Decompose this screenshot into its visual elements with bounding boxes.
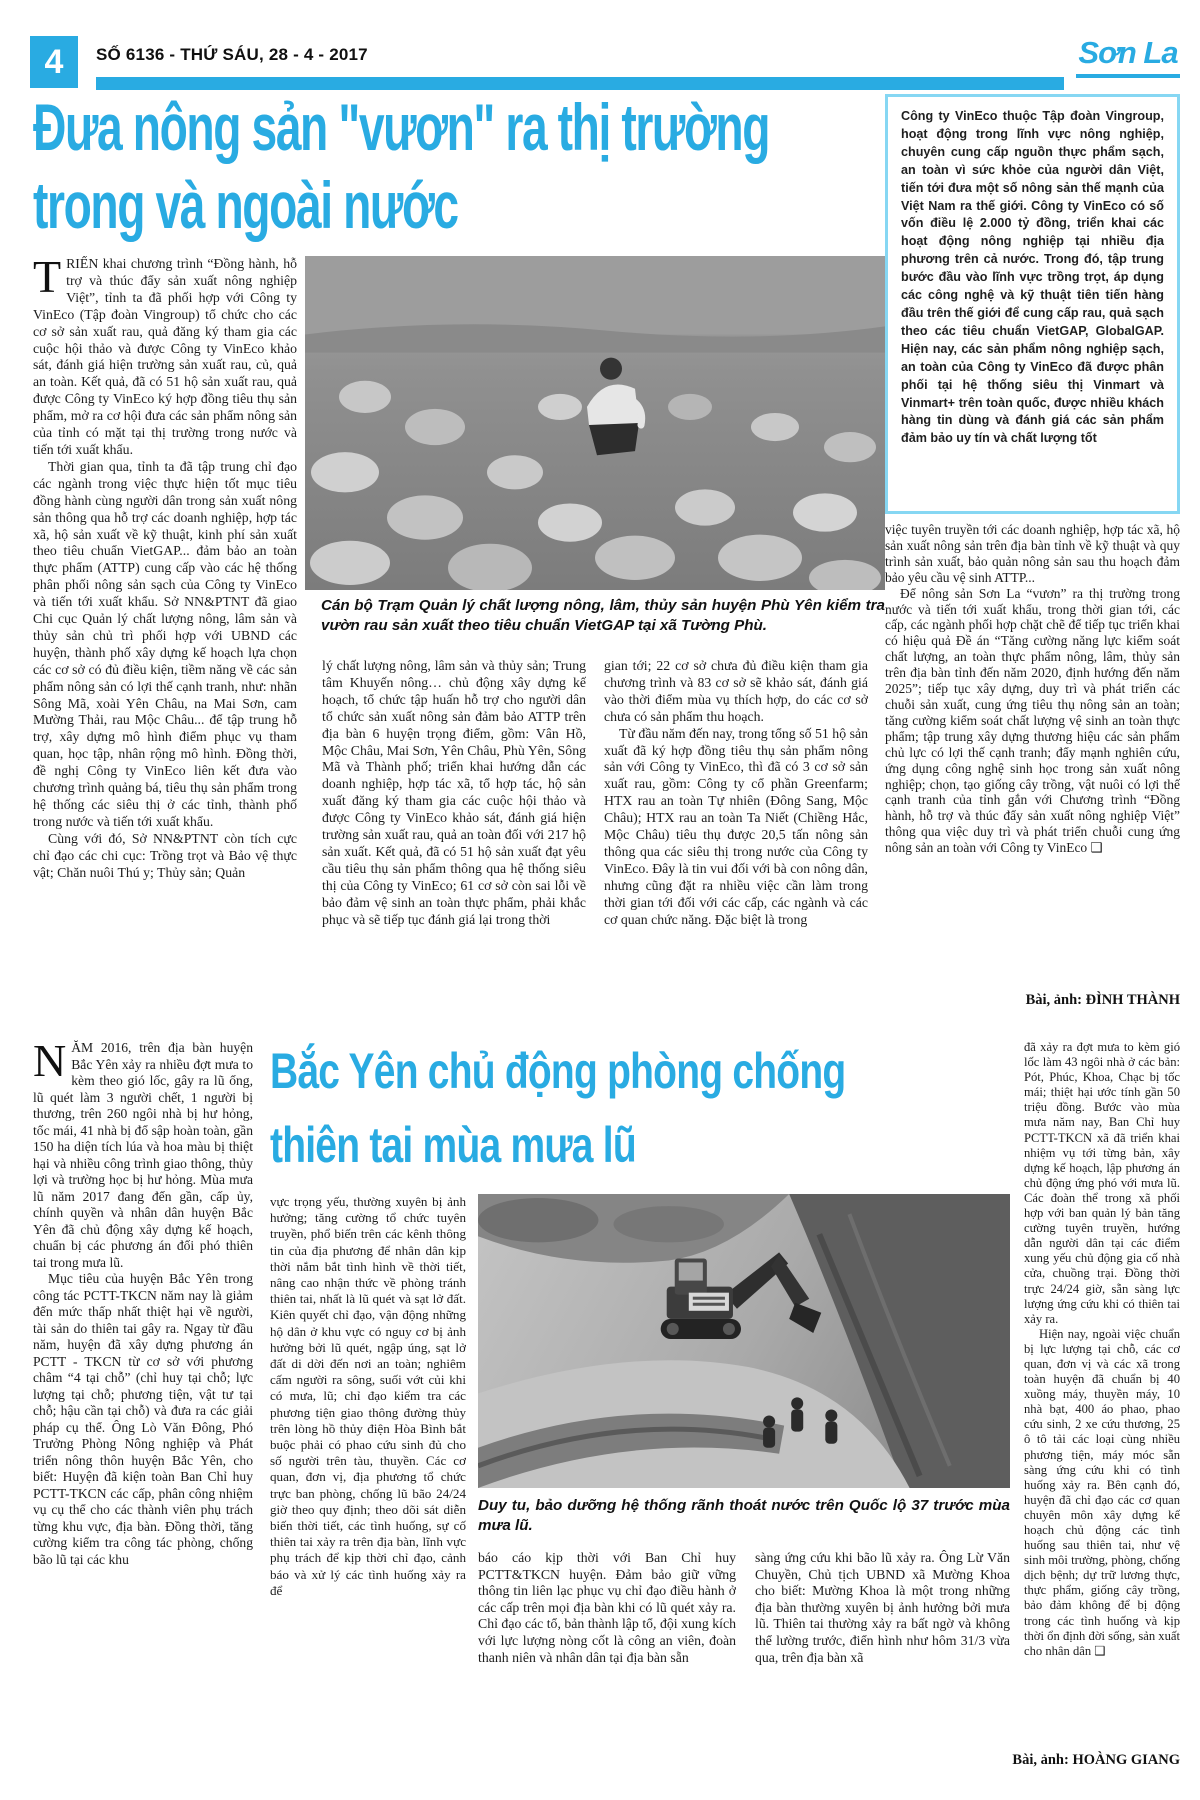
page-number-badge: 4 (30, 36, 78, 88)
article2-photo-caption: Duy tu, bảo dưỡng hệ thống rãnh thoát nước trên Quốc lộ 37 trước mùa mưa lũ. (478, 1497, 1010, 1535)
article2-column-5 (1024, 1040, 1180, 1748)
article1-headline-line2: trong và ngoài nước (33, 168, 458, 242)
drop-cap: N (33, 1040, 67, 1086)
article2-paragraph: báo cáo kịp thời với Ban Chỉ huy PCTT&TKCN huyện. Đảm bảo giữ vững thông tin liên lạc phục vụ chỉ đạo điều hành ở các cấp trên mọi địa bàn khi có lũ quét xảy ra. Chỉ đạo các tổ, bản thành lập tổ, đội xung kích với lực lượng nòng cốt là công an viên, đoàn thanh niên và nhân dân tại địa bàn sẵn (478, 1550, 736, 1665)
article1-paragraph: gian tới; 22 cơ sở chưa đủ điều kiện tham gia chương trình và 83 cơ sở sẽ khảo sát, đánh giá vào thời điểm mùa vụ thích hợp, do các cơ sở chưa có sản phẩm thu hoạch. (604, 658, 868, 724)
article2-paragraph: sàng ứng cứu khi bão lũ xảy ra. Ông Lừ Văn Chuyền, Chủ tịch UBND xã Mường Khoa cho biết: Mường Khoa là một trong những địa bàn thường xuyên bị ảnh hưởng bởi mưa lũ. Thiên tai thường xảy ra bất ngờ và không thể lường trước, điển hình như hôm 31/3 vừa qua, trên địa bàn xã (755, 1550, 1010, 1665)
article1-headline (33, 88, 813, 244)
article2-paragraph: đã xảy ra đợt mưa to kèm gió lốc làm 43 ngôi nhà ở các bản: Pót, Phúc, Khoa, Chạc bị tốc mái; thiệt hại ước tính gần 50 triệu đồng. Bước vào mùa mưa năm nay, Ban Chỉ huy PCTT-TKCN xã đã triển khai nhiệm vụ tới từng bản, xây dựng kế hoạch, lập phương án chủ động ứng phó với mưa lũ. Các đoàn thể trong xã phối hợp với ban quản lý bản tăng cường tuyên truyền, hướng dẫn người dân tại các điểm xung yếu chủ động gia cố nhà cửa, chuồng trại. Đồng thời trực 24/24 giờ, sẵn sàng lực lượng ứng cứu khi có thiên tai xảy ra. (1024, 1040, 1180, 1326)
article2-paragraph: Mục tiêu của huyện Bắc Yên trong công tác PCTT-TKCN năm nay là giảm đến mức thấp nhất thiệt hại về người, tài sản do thiên tai gây ra. Ngay từ đầu năm, huyện đã xây dựng phương án PCTT - TKCN từ cơ sở với phương châm “4 tại chỗ” (chỉ huy tại chỗ; lực lượng tại chỗ; phương tiện, vật tư tại chỗ; hậu cần tại chỗ) và đưa ra các giải pháp cụ thể. Ông Lò Văn Đông, Phó Trưởng Phòng Nông nghiệp và Phát triển nông thôn huyện Bắc Yên, cho biết: Huyện đã kiện toàn Ban Chỉ huy PCTT-TKCN các cấp, phân công nhiệm vụ cụ thể cho các thành viên phụ trách từng khu vực, địa bàn. Đồng thời, tăng cường kiểm tra công tác phòng, chống bão lũ tại các khu (33, 1271, 253, 1567)
edition-dateline: SỐ 6136 - THỨ SÁU, 28 - 4 - 2017 (96, 45, 368, 64)
article1-paragraph: lý chất lượng nông, lâm sản và thủy sản; Trung tâm Khuyến nông… chủ động xây dựng kế hoạch, tổ chức tập huấn hỗ trợ cho người dân tổ chức sản xuất nông sản đảm bảo ATTP trên địa bàn 6 huyện trọng điểm, gồm: Vân Hồ, Mộc Châu, Mai Sơn, Yên Châu, Phù Yên, Sông Mã và Thành phố; triển khai hướng dẫn các doanh nghiệp, hợp tác xã, tổ hợp tác, hộ sản xuất đăng ký tham gia các cuộc hội thảo và được Công ty VinEco khảo sát, đánh giá hiện trường sản xuất rau, quả an toàn đối với 217 hộ sản xuất. Kết quả, đã có 51 hộ sản xuất đạt yêu cầu tiêu thụ sản phẩm thông qua hệ thống siêu thị của Công ty VinEco; 61 cơ sở còn sai lỗi về bảo đảm vệ sinh an toàn thực phẩm, phải khắc phục và sẽ tiếp tục đánh giá lại trong thời (322, 658, 586, 927)
article1-paragraph: TRIỂN khai chương trình “Đồng hành, hỗ trợ và thúc đẩy sản xuất nông nghiệp Việt”, tỉnh ta đã phối hợp với Công ty VinEco (Tập đoàn Vingroup) tổ chức cho các cơ sở sản xuất rau, quả đăng ký tham gia các cuộc hội thảo và được Công ty VinEco khảo sát, đánh giá hiện trường sản xuất rau, củ, quả an toàn. Kết quả, đã có 51 hộ sản xuất rau, quả được Công ty VinEco ký hợp đồng tiêu thụ sản phẩm, mở ra cơ hội đưa các sản phẩm nông sản của tỉnh có mặt tại thị trường trong nước và tiến tới xuất khẩu. (33, 256, 297, 457)
article2-photo-road-works (478, 1194, 1010, 1488)
masthead-logo: Sơn La (1076, 35, 1180, 78)
article1-column-4 (885, 522, 1180, 990)
article1-paragraph: Cùng với đó, Sở NN&PTNT còn tích cực chỉ đạo các chi cục: Trồng trọt và Bảo vệ thực vật; Chăn nuôi Thú y; Thủy sản; Quản (33, 830, 297, 880)
drop-cap: T (33, 256, 62, 302)
article1-photo-caption: Cán bộ Trạm Quản lý chất lượng nông, lâm, thủy sản huyện Phù Yên kiểm tra vườn rau sản xuất theo tiêu chuẩn VietGAP tại xã Tường Phù. (321, 597, 885, 635)
article2-paragraph: Hiện nay, ngoài việc chuẩn bị lực lượng tại chỗ, các cơ quan, đơn vị và các xã trong toàn huyện đã chuẩn bị 40 xuồng máy, thuyền máy, 10 nhà bạt, 400 áo phao, phao cứu sinh, 2 xe cứu thương, 25 ô tô tải các loại cùng nhiều phương tiện, máy móc sẵn sàng ứng cứu khi có tình huống xảy ra. Bên cạnh đó, huyện đã chỉ đạo các cơ quan chuyên môn xây dựng kế hoạch chủ động các tình huống sau thiên tai, như vệ sinh môi trường, phòng, chống dịch bệnh; dự trữ lương thực, thực phẩm, giống cây trồng, bảo đảm không để bị động trong các tình huống và kịp thời ổn định đời sống, sản xuất cho nhân dân ❑ (1024, 1326, 1180, 1658)
article2-headline-line2: thiên tai mùa mưa lũ (270, 1117, 636, 1173)
article1-column-3 (604, 658, 868, 1012)
article2-paragraph: NĂM 2016, trên địa bàn huyện Bắc Yên xảy ra nhiều đợt mưa to kèm theo gió lốc, gây ra lũ ống, lũ quét làm 3 người chết, 1 người bị thương, trên 260 ngôi nhà bị hư hỏng, tốc mái, 41 nhà bị đổ sập hoàn toàn, gần 150 ha diện tích lúa và hoa màu bị thiệt hại và nhiều công trình giao thông, thủy lợi và trường học bị hư hỏng. Mùa mưa lũ năm 2017 đang đến gần, cấp ủy, chính quyền và nhân dân huyện Bắc Yên đã chủ động xây dựng kế hoạch, chuẩn bị các phương án đối phó thiên tai trong mưa lũ. (33, 1040, 253, 1270)
article2-column-2 (270, 1194, 466, 1750)
article2-column-3 (478, 1550, 736, 1752)
article1-info-box: Công ty VinEco thuộc Tập đoàn Vingroup, hoạt động trong lĩnh vực nông nghiệp, chuyên cung cấp nguồn thực phẩm sạch, an toàn vì sức khỏe của người dân Việt, tiến tới đưa một số nông sản thế mạnh của Việt Nam ra thế giới. Công ty VinEco có số vốn điều lệ 2.000 tỷ đồng, triển khai các hoạt động nông nghiệp tại nhiều địa phương trên cả nước. Trong đó, tập trung bước đầu vào lĩnh vực trồng trọt, áp dụng các công nghệ và kỹ thuật tiên tiến hàng đầu trên thế giới để cung cấp rau, quả sạch theo các tiêu chuẩn VietGAP, GlobalGAP. Hiện nay, các sản phẩm nông nghiệp sạch, an toàn của Công ty VinEco đã được phân phối tại hệ thống siêu thị Vinmart và Vinmart+ trên toàn quốc, được nhiều khách hàng tin dùng và đánh giá các sản phẩm đảm bảo uy tín và chất lượng tốt (885, 94, 1180, 514)
article1-paragraph: Để nông sản Sơn La “vươn” ra thị trường trong nước và tiến tới xuất khẩu, trong thời gian tới, các cấp, các ngành phối hợp chặt chẽ để tiếp tục triển khai có hiệu quả Đề án “Tăng cường năng lực kiểm soát chất lượng, an toàn thực phẩm nông, lâm, thủy sản trên địa bàn tỉnh đến năm 2020, định hướng đến năm 2025”; tiếp tục xây dựng, duy trì và phát triển các chuỗi sản xuất, cung ứng tiêu thụ nông sản an toàn; tăng cường kiểm soát chất lượng vệ sinh an toàn thực phẩm; tập trung xây dựng thương hiệu các sản phẩm chủ lực có lợi thế cạnh tranh; đẩy mạnh nghiên cứu, ứng dụng công nghệ sinh học trong sản xuất nông nghiệp; chọn, tạo giống cây trồng, vật nuôi có lợi thế cạnh tranh của tỉnh gắn với Chương trình “Đồng hành, hỗ trợ và thúc đẩy sản xuất nông nghiệp Việt” thông qua việc duy trì và phát triển chuỗi cung ứng nông sản an toàn với Công ty VinEco ❑ (885, 585, 1180, 856)
article1-paragraph: Từ đầu năm đến nay, trong tổng số 51 hộ sản xuất đã ký hợp đồng tiêu thụ sản phẩm nông sản với Công ty VinEco, thì đã có 3 cơ sở sản xuất rau, gồm: Công ty cổ phần Greenfarm; HTX rau an toàn Tự nhiên (Đông Sang, Mộc Châu); HTX rau an toàn Ta Niết (Chiềng Hắc, Mộc Châu) tiêu thụ được 20,5 tấn nông sản thông qua các siêu thị trong nước của Công ty VinEco. Đây là tin vui đối với bà con nông dân, nhưng cũng đặt ra nhiều việc cần làm trong thời gian tới đối với các cấp, các ngành và các cơ quan chức năng. Đặc biệt là trong (604, 725, 868, 927)
article1-paragraph: Thời gian qua, tỉnh ta đã tập trung chỉ đạo các ngành trong việc thực hiện tốt mục tiêu đồng hành cùng người dân trong sản xuất nông sản thông qua hỗ trợ các doanh nghiệp, hợp tác xã, hộ sản xuất về kỹ thuật, kinh phí sản xuất theo tiêu chuẩn VietGAP... đảm bảo an toàn thực phẩm (ATTP) cung cấp vào các hệ thống phân phối nông sản sạch của Công ty VinEco và tiến tới xuất khẩu. Sở NN&PTNT đã giao Chi cục Quản lý chất lượng nông, lâm sản và thủy sản chủ trì phối hợp với UBND các huyện, thành phố xây dựng kế hoạch lựa chọn các cơ sở có đủ điều kiện, tiềm năng về các sản phẩm nông sản có lợi thế cạnh tranh, như: nhãn Sông Mã, xoài Yên Châu, na Mai Sơn, cam Mường Thải, rau Mộc Châu... để tập trung hỗ trợ, xây dựng mô hình điểm phục vụ tham quan, học tập, nhân rộng mô hình. Đồng thời, đề nghị Công ty VinEco liên kết đưa vào chương trình quảng bá, tiêu thụ sản phẩm trong hệ thống các siêu thị ở các tỉnh, thành phố trong nước và tiến tới xuất khẩu. (33, 458, 297, 829)
article1-headline-line1: Đưa nông sản "vươn" ra thị trường (33, 90, 770, 164)
article2-column-1 (33, 1040, 253, 1748)
article2-headline-line1: Bắc Yên chủ động phòng chống (270, 1043, 846, 1099)
article2-paragraph: vực trọng yếu, thường xuyên bị ảnh hưởng; tăng cường tổ chức tuyên truyền, phổ biến trên các kênh thông tin của địa phương để nhân dân kịp thời nắm bắt tình hình về thời tiết, nâng cao nhận thức về phòng tránh thiên tai, nhất là lũ quét và sạt lở đất. Kiên quyết chỉ đạo, vận động những hộ dân ở khu vực có nguy cơ bị ảnh hưởng bởi lũ quét, ngập úng, sạt lở đất di dời đến nơi an toàn; nghiêm cấm người ra sông, suối vớt củi khi có mưa, lũ; chỉ đạo kiểm tra các phương tiện giao thông đường thủy trên lòng hồ thủy điện Hòa Bình bắt buộc phải có phao cứu sinh đủ cho số người trên tàu, thuyền. Các cơ quan, đơn vị, địa phương tổ chức trực ban phòng, chống lũ bão 24/24 giờ theo quy định; theo dõi sát diễn biến thời tiết, các tình huống, sự cố thiên tai xảy ra trên địa bàn, lĩnh vực phụ trách để kịp thời chỉ đạo, cảnh báo và xử lý các tình huống xảy ra để (270, 1194, 466, 1598)
article1-byline: Bài, ảnh: ĐÌNH THÀNH (885, 992, 1180, 1009)
article2-column-4 (755, 1550, 1010, 1752)
article2-headline (270, 1034, 846, 1182)
article2-byline: Bài, ảnh: HOÀNG GIANG (970, 1752, 1180, 1769)
excavator-illustration (478, 1194, 1010, 1488)
article1-column-2 (322, 658, 586, 1012)
article1-paragraph: việc tuyên truyền tới các doanh nghiệp, hợp tác xã, hộ sản xuất nông sản trên địa bàn tỉnh về kỹ thuật và quy trình sản xuất, bảo quản nông sản sau thu hoạch đảm bảo yêu cầu vệ sinh ATTP... (885, 522, 1180, 585)
article1-photo-field-inspection (305, 256, 885, 590)
article1-column-1 (33, 256, 297, 1012)
field-illustration (305, 256, 885, 590)
